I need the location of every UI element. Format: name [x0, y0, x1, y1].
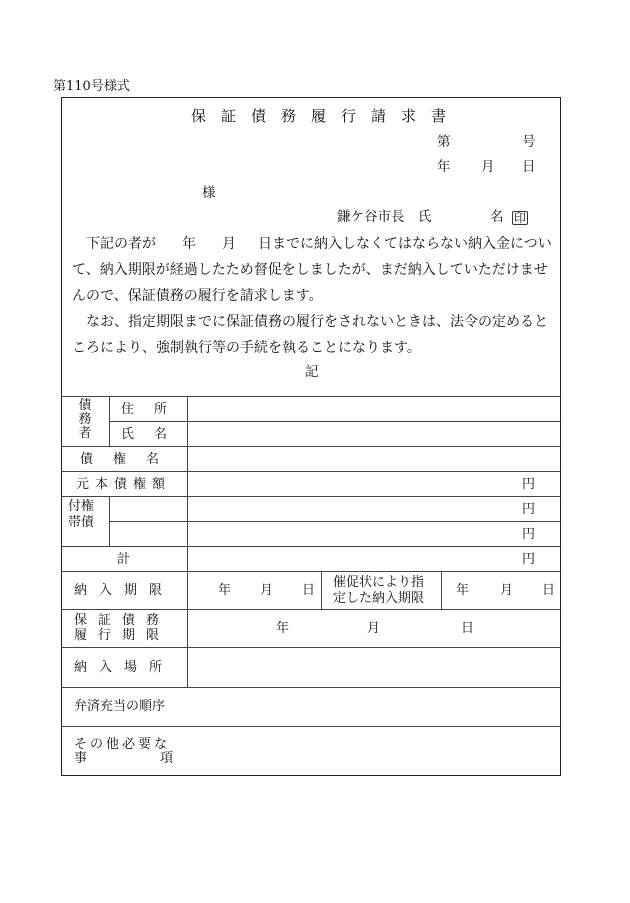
p1-month: 月 [222, 236, 236, 252]
other-label-1: その他必要な [74, 737, 171, 752]
total-label: 計 [117, 552, 131, 567]
ancillary-yen-1: 円 [522, 502, 536, 517]
name-label: 氏名 [121, 427, 188, 442]
order-label: 弁済充当の順序 [74, 699, 166, 714]
notice-paragraph: なお、指定期限までに保証債務の履行をされないときは、法令の定めるところにより、強制執行等の手続を執ることになります。 [72, 314, 548, 356]
due-label: 納入期限 [74, 583, 175, 598]
address-label: 住所 [121, 402, 188, 417]
principal-label: 元本債権額 [76, 477, 172, 492]
p1-year: 年 [182, 236, 196, 252]
total-yen: 円 [522, 552, 536, 567]
guarantee-month: 月 [367, 621, 381, 636]
number-label: 第 [437, 134, 451, 150]
ancillary-label-1: 付権 [68, 499, 95, 514]
guarantee-label-2: 履行期限 [74, 628, 171, 643]
creditor-name-label: 債権名 [80, 452, 180, 467]
guarantee-year: 年 [276, 621, 290, 636]
p1-rest: 日までに納入しなくてはならない納入金について、納入期限が経過したため督促をしましたが、まだ納入していただけませんので、保証債務の履行を請求します。 [72, 236, 552, 304]
due-month: 月 [260, 583, 274, 598]
demand-label-2: 定した納入期限 [333, 591, 425, 606]
guarantee-day: 日 [461, 621, 475, 636]
addressee-suffix: 様 [202, 185, 216, 201]
seal-mark: 印 [514, 211, 527, 225]
demand-label-1: 催促状により指 [333, 575, 425, 590]
date-day: 日 [522, 159, 536, 175]
ancillary-label-2: 帯債 [68, 515, 95, 530]
p1-start: 下記の者が [86, 236, 156, 252]
guarantee-label-1: 保証債務 [74, 613, 171, 628]
other-label-2b: 項 [160, 751, 174, 766]
number-suffix: 号 [522, 134, 536, 150]
date-month: 月 [481, 159, 495, 175]
date-year: 年 [437, 159, 451, 175]
demand-day: 日 [542, 583, 556, 598]
place-label: 納入場所 [74, 660, 175, 675]
principal-yen: 円 [522, 477, 536, 492]
request-paragraph [72, 231, 552, 309]
due-day: 日 [302, 583, 316, 598]
due-year: 年 [218, 583, 232, 598]
sender-name: 鎌ケ谷市長 氏 [337, 209, 432, 225]
demand-month: 月 [500, 583, 514, 598]
form-number: 第110号様式 [53, 79, 130, 94]
form-title: 保証債務履行請求書 [191, 107, 462, 125]
sender-name-2: 名 [490, 209, 504, 225]
ki-label: 記 [305, 364, 319, 380]
other-label-2a: 事 [74, 751, 88, 766]
debtor-group-label: 債 務 者 [78, 398, 92, 441]
demand-year: 年 [456, 583, 470, 598]
ancillary-yen-2: 円 [522, 527, 536, 542]
